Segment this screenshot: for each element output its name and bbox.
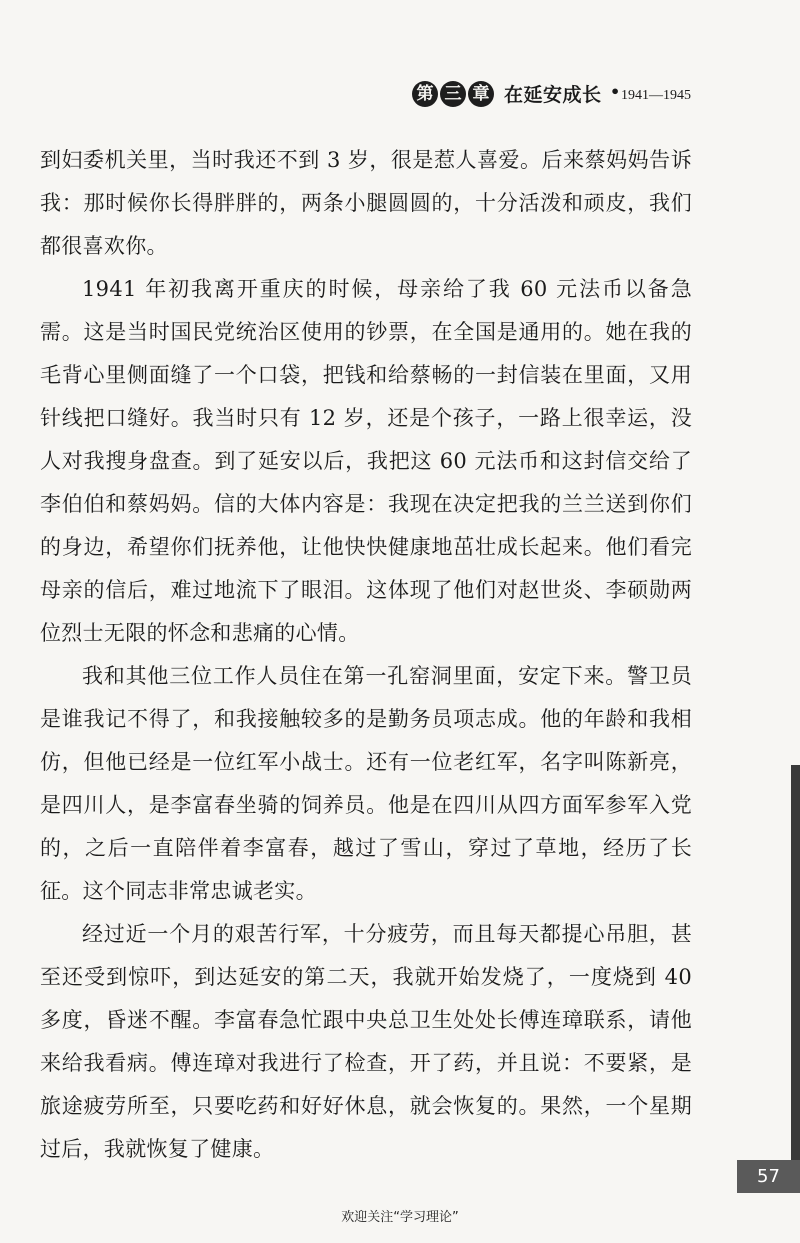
paragraph-2: 1941 年初我离开重庆的时候，母亲给了我 60 元法币以备急需。这是当时国民党统治区使用的钞票，在全国是通用的。她在我的毛背心里侧面缝了一个口袋，把钱和给蔡畅的一封信装在里面，又用针线把口缝好。我当时只有 12 岁，还是个孩子，一路上很幸运，没人对我搜身盘查。到了延安以后，我把这 60 元法币和这封信交给了李伯伯和蔡妈妈。信的大体内容是：我现在决定把我的兰兰送到你们的身边，希望你们抚养他，让他快快健康地茁壮成长起来。他们看完母亲的信后，难过地流下了眼泪。这体现了他们对赵世炎、李硕勋两位烈士无限的怀念和悲痛的心情。 [40,277,692,645]
chapter-title: 在延安成长 [504,84,602,106]
chapter-badge-char-2: 三 [440,81,466,107]
chapter-badge-char-1: 第 [412,81,438,107]
chapter-separator-dot: • [610,82,621,101]
page-edge-shadow [791,765,800,1160]
running-header [0,78,800,112]
chapter-years: 1941—1945 [621,88,691,103]
paragraph-1: 到妇委机关里，当时我还不到 3 岁，很是惹人喜爱。后来蔡妈妈告诉我：那时候你长得胖胖的，两条小腿圆圆的，十分活泼和顽皮，我们都很喜欢你。 [40,148,692,258]
body-text [40,139,692,1171]
paragraph-3: 我和其他三位工作人员住在第一孔窑洞里面，安定下来。警卫员是谁我记不得了，和我接触较多的是勤务员项志成。他的年龄和我相仿，但他已经是一位红军小战士。还有一位老红军，名字叫陈新亮，是四川人，是李富春坐骑的饲养员。他是在四川从四方面军参军入党的，之后一直陪伴着李富春，越过了雪山，穿过了草地，经历了长征。这个同志非常忠诚老实。 [40,664,692,903]
chapter-badge-char-3: 章 [468,81,494,107]
paragraph-4: 经过近一个月的艰苦行军，十分疲劳，而且每天都提心吊胆，甚至还受到惊吓，到达延安的第二天，我就开始发烧了，一度烧到 40 多度，昏迷不醒。李富春急忙跟中央总卫生处处长傅连璋联系，请他来给我看病。傅连璋对我进行了检查，开了药，并且说：不要紧，是旅途疲劳所至，只要吃药和好好休息，就会恢复的。果然，一个星期过后，我就恢复了健康。 [40,922,692,1161]
footer-note: 欢迎关注“学习理论” [341,1210,459,1225]
page-number: 57 [737,1160,800,1193]
chapter-badge [412,78,496,110]
